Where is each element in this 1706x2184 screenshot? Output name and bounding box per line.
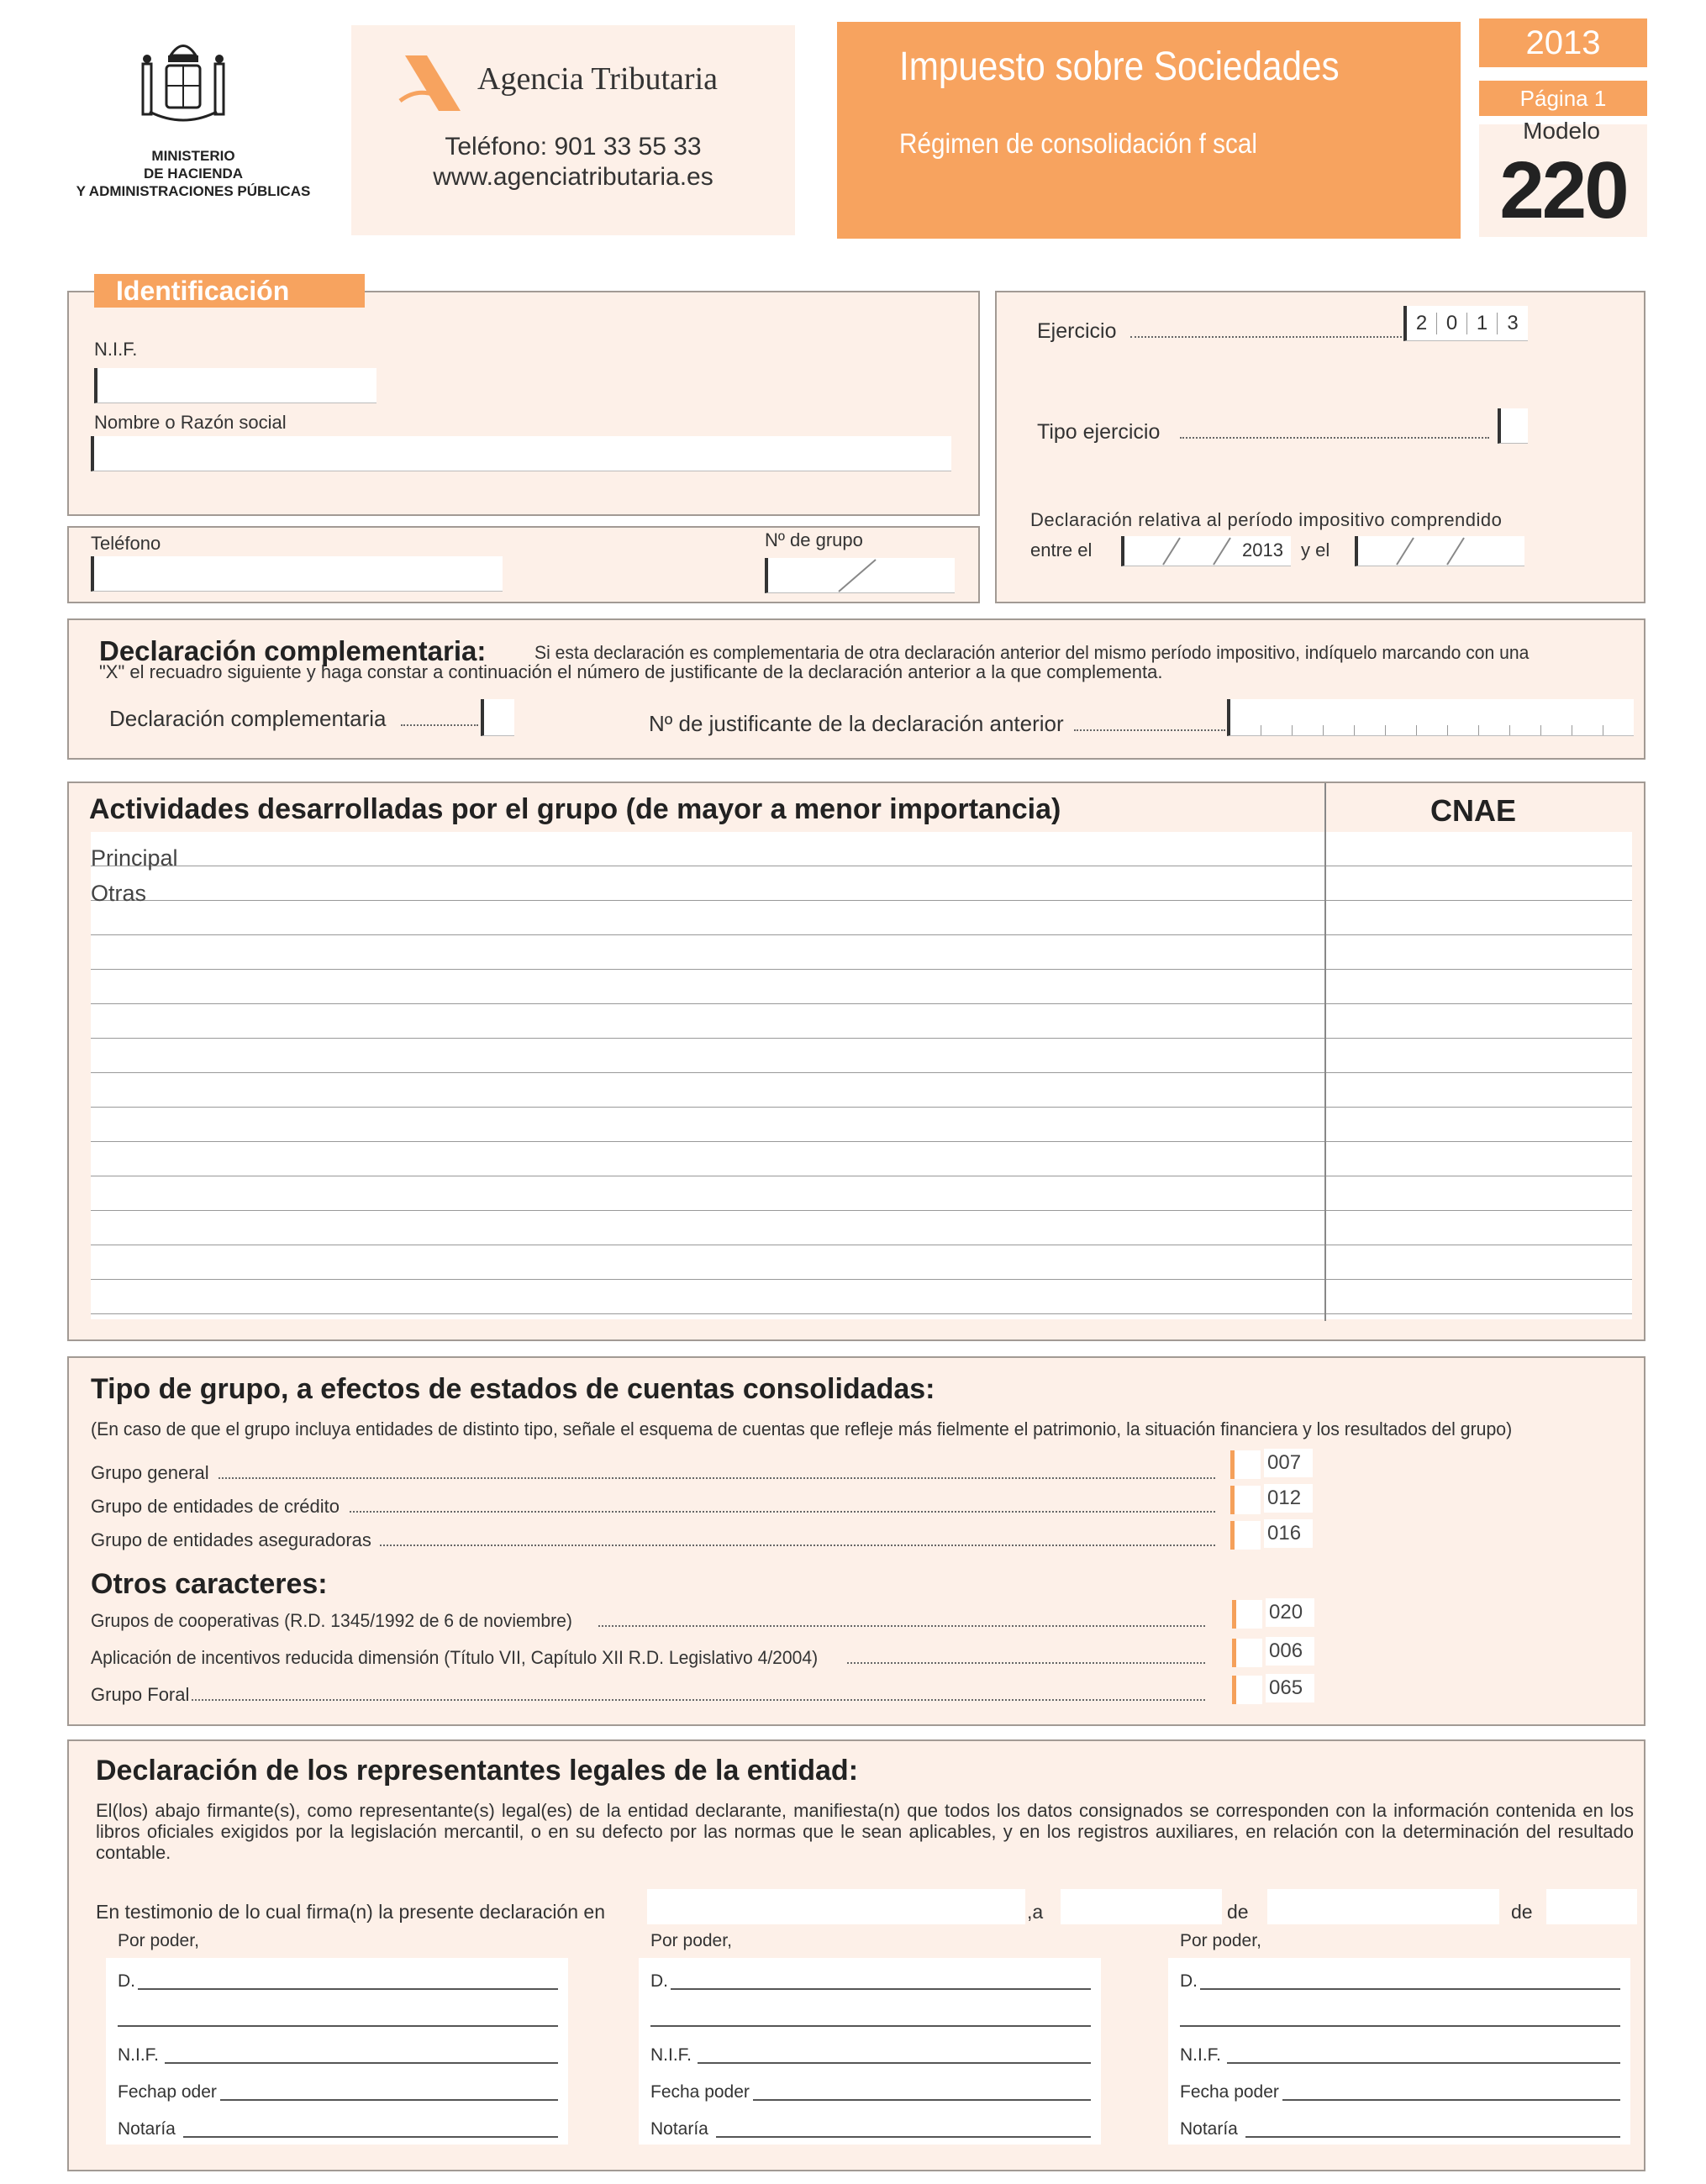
grupo-field[interactable] (765, 558, 955, 593)
complementaria-text-2: "X" el recuadro siguiente y haga constar a continuación el número de justificante de la declaración anterior a la que complementa. (99, 661, 1163, 682)
modelo-box (1479, 118, 1647, 237)
ministry-name: MINISTERIO DE HACIENDA Y ADMINISTRACIONES PÚBLICAS (76, 148, 311, 199)
por-poder-label-1: Por poder, (118, 1931, 199, 1950)
lugar-field[interactable] (647, 1889, 1025, 1924)
de-label-1: de (1227, 1901, 1249, 1923)
justificante-field[interactable] (1227, 699, 1634, 736)
fecha-label: Fechap oder (118, 2082, 217, 2102)
agency-name: Agencia Tributaria (477, 61, 719, 97)
grupo-aseguradoras-code: 016 (1264, 1519, 1313, 1548)
a-label: ,a (1027, 1901, 1044, 1923)
agency-box (351, 25, 795, 235)
anio-field[interactable] (1546, 1889, 1637, 1924)
nif-label: N.I.F. (1180, 2045, 1222, 2065)
otros-caracteres-title: Otros caracteres: (91, 1568, 328, 1600)
entre-label: entre el (1030, 539, 1093, 560)
actividades-table[interactable] (91, 832, 1632, 1319)
fecha-label: Fecha poder (650, 2082, 750, 2102)
actividades-title: Actividades desarrolladas por el grupo (de mayor a menor importancia) (89, 793, 1061, 825)
identificacion-title: Identificación (94, 274, 365, 308)
coat-of-arms-icon (133, 32, 234, 133)
notaria-label: Notaría (1180, 2119, 1238, 2139)
grupo-credito-checkbox[interactable] (1230, 1486, 1261, 1514)
ejercicio-digit: 0 (1437, 313, 1467, 334)
complementaria-checkbox[interactable] (481, 699, 514, 736)
fecha-fin-field[interactable] (1355, 536, 1524, 566)
nombre-label: Nombre o Razón social (94, 412, 287, 433)
cooperativas-label: Grupos de cooperativas (R.D. 1345/1992 de 6 de noviembre) (91, 1610, 572, 1631)
dia-field[interactable] (1061, 1889, 1222, 1924)
signature-block-1[interactable] (106, 1958, 568, 2145)
fecha-inicio-field[interactable] (1121, 536, 1291, 566)
agency-phone: Teléfono: 901 33 55 33 (445, 133, 702, 161)
tipo-grupo-note: (En caso de que el grupo incluya entidades de distinto tipo, señale el esquema de cuentas que refleje más fielmente el patrimonio, la situación financiera y los resultados del grupo) (91, 1418, 1513, 1439)
grupo-credito-code: 012 (1264, 1484, 1313, 1513)
telefono-label: Teléfono (91, 533, 161, 554)
tipo-ejercicio-label: Tipo ejercicio (1037, 420, 1161, 444)
nif-label: N.I.F. (650, 2045, 692, 2065)
ejercicio-digit: 2 (1407, 313, 1437, 334)
incentivos-label: Aplicación de incentivos reducida dimensión (Título VII, Capítulo XII R.D. Legislativo 4/2004) (91, 1647, 819, 1668)
fecha-label: Fecha poder (1180, 2082, 1279, 2102)
nombre-field[interactable] (91, 436, 951, 471)
grupo-credito-label: Grupo de entidades de crédito (91, 1496, 340, 1517)
ejercicio-label: Ejercicio (1037, 319, 1117, 343)
tipo-ejercicio-field[interactable] (1498, 408, 1528, 444)
year-badge: 2013 (1479, 18, 1647, 67)
signature-block-2[interactable] (639, 1958, 1101, 2145)
page-badge: Página 1 (1479, 81, 1647, 116)
title-box (837, 22, 1461, 239)
incentivos-code: 006 (1266, 1637, 1314, 1666)
agency-logo-icon (398, 55, 464, 116)
d-label: D. (118, 1971, 135, 1991)
grupo-label: Nº de grupo (765, 529, 863, 550)
representantes-text: El(los) abajo firmante(s), como representante(s) legal(es) de la entidad declarante, manifiesta(n) que todos los datos consignados se corresponden con la información contenida en los libros oficiales exigidos por la legislación mercantil, o en su defecto por las normas que le sean aplicables, y en los registros auxiliares, en relación con la determinación del resultado contable. (96, 1800, 1634, 1863)
de-label-2: de (1511, 1901, 1533, 1923)
nif-label: N.I.F. (94, 339, 138, 360)
ejercicio-digit: 1 (1467, 313, 1498, 334)
complementaria-check-label: Declaración complementaria (109, 706, 387, 731)
grupo-general-label: Grupo general (91, 1462, 209, 1483)
y-el-label: y el (1301, 539, 1330, 560)
notaria-label: Notaría (118, 2119, 176, 2139)
form-title: Impuesto sobre Sociedades (899, 45, 1340, 89)
modelo-number: 220 (1499, 145, 1627, 235)
modelo-label: Modelo (1523, 118, 1600, 144)
grupo-foral-checkbox[interactable] (1232, 1676, 1262, 1704)
cnae-header: CNAE (1430, 793, 1516, 828)
grupo-foral-code: 065 (1266, 1674, 1314, 1702)
testimonio-label: En testimonio de lo cual firma(n) la presente declaración en (96, 1901, 605, 1923)
representantes-title: Declaración de los representantes legales de la entidad: (96, 1755, 859, 1787)
cooperativas-code: 020 (1266, 1598, 1314, 1627)
grupo-general-checkbox[interactable] (1230, 1450, 1261, 1479)
fecha-inicio-year: 2013 (1242, 539, 1283, 560)
identificacion-panel (67, 291, 980, 516)
telefono-field[interactable] (91, 556, 503, 592)
principal-label: Principal (91, 845, 178, 871)
grupo-aseguradoras-checkbox[interactable] (1230, 1521, 1261, 1550)
tipo-grupo-title: Tipo de grupo, a efectos de estados de cuentas consolidadas: (91, 1373, 935, 1405)
notaria-label: Notaría (650, 2119, 708, 2139)
por-poder-label-2: Por poder, (650, 1931, 732, 1950)
otras-label: Otras (91, 881, 147, 906)
d-label: D. (1180, 1971, 1198, 1991)
agency-website[interactable]: www.agenciatributaria.es (433, 163, 713, 191)
ejercicio-field[interactable] (1403, 306, 1528, 341)
form-subtitle: Régimen de consolidación f scal (899, 128, 1257, 159)
grupo-foral-label: Grupo Foral (91, 1684, 190, 1705)
complementaria-text-1: Si esta declaración es complementaria de otra declaración anterior del mismo período impositivo, indíquelo marcando con una (534, 642, 1530, 663)
grupo-aseguradoras-label: Grupo de entidades aseguradoras (91, 1529, 371, 1550)
complementaria-title: Declaración complementaria: (99, 635, 487, 666)
nif-label: N.I.F. (118, 2045, 160, 2065)
grupo-general-code: 007 (1264, 1449, 1313, 1477)
nif-field[interactable] (94, 368, 376, 403)
mes-field[interactable] (1267, 1889, 1499, 1924)
por-poder-label-3: Por poder, (1180, 1931, 1261, 1950)
d-label: D. (650, 1971, 668, 1991)
ministry-logo (59, 25, 328, 206)
ejercicio-digit: 3 (1507, 312, 1519, 334)
justificante-label: Nº de justificante de la declaración anterior (649, 711, 1064, 736)
incentivos-checkbox[interactable] (1232, 1639, 1262, 1667)
signature-block-3[interactable] (1168, 1958, 1630, 2145)
cooperativas-checkbox[interactable] (1232, 1600, 1262, 1629)
periodo-label: Declaración relativa al período impositivo comprendido (1030, 509, 1503, 530)
